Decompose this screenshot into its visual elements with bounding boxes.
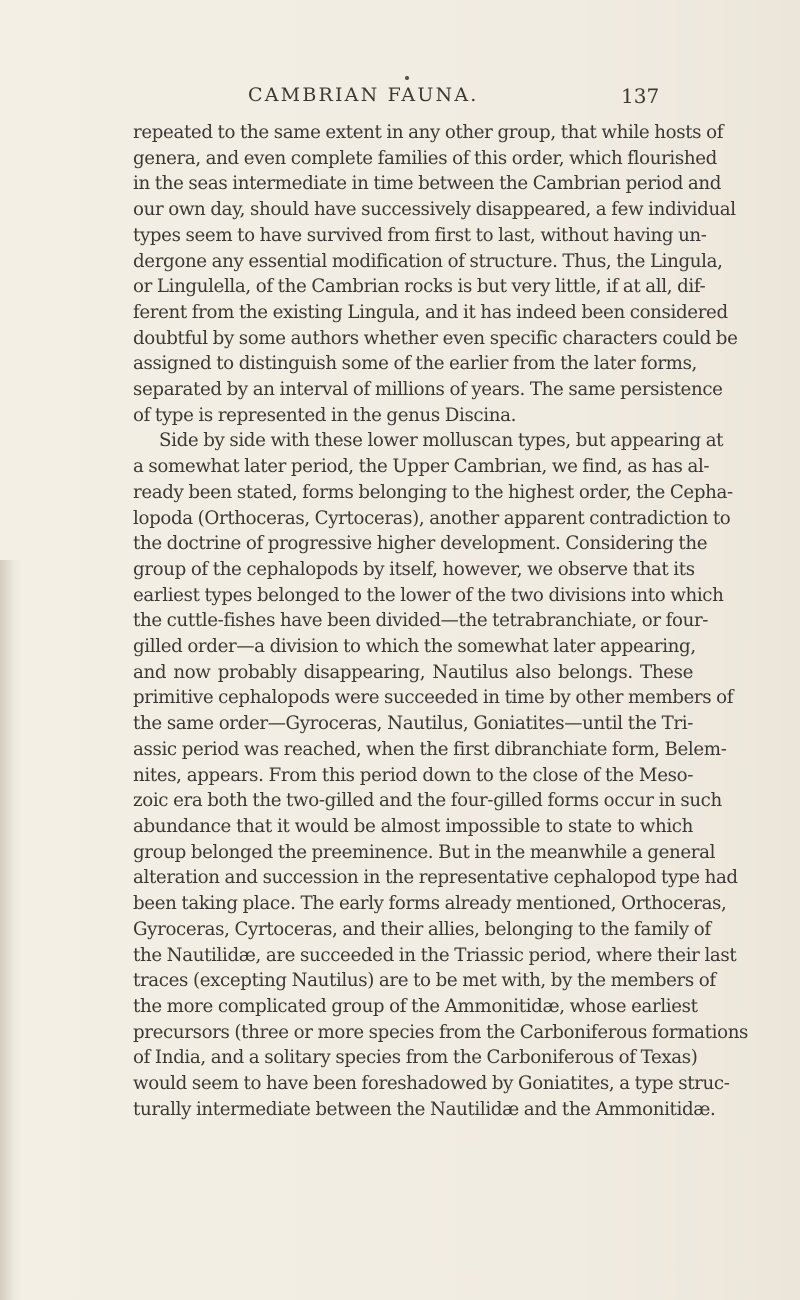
text-line: lopoda (Orthoceras, Cyrtoceras), another apparent contradiction to bbox=[133, 507, 731, 529]
text-line: been taking place. The early forms already mentioned, Orthoceras, bbox=[133, 893, 727, 915]
text-line: genera, and even complete families of this order, which flourished bbox=[133, 147, 717, 169]
text-line: traces (excepting Nautilus) are to be met with, by the members of bbox=[133, 970, 716, 992]
text-line: the Nautilidæ, are succeeded in the Triassic period, where their last bbox=[133, 944, 737, 966]
page-number: 137 bbox=[621, 84, 660, 108]
text-line: types seem to have survived from first to last, without having un- bbox=[133, 224, 707, 246]
text-line: assigned to distinguish some of the earlier from the later forms, bbox=[133, 353, 697, 375]
text-line: zoic era both the two-gilled and the four-gilled forms occur in such bbox=[133, 790, 722, 812]
body-text bbox=[133, 120, 749, 1122]
paragraph-end-line: turally intermediate between the Nautilidæ and the Ammonitidæ. bbox=[133, 1098, 716, 1120]
text-line: group belonged the preeminence. But in the meanwhile a general bbox=[133, 841, 716, 863]
text-line: earliest types belonged to the lower of the two divisions into which bbox=[133, 584, 724, 606]
text-line: assic period was reached, when the first dibranchiate form, Belem- bbox=[133, 738, 727, 760]
text-line: doubtful by some authors whether even specific characters could be bbox=[133, 327, 738, 349]
text-line: the same order—Gyroceras, Nautilus, Goniatites—until the Tri- bbox=[133, 713, 693, 735]
text-line: would seem to have been foreshadowed by Goniatites, a type struc- bbox=[133, 1073, 730, 1095]
text-line: precursors (three or more species from the Carboniferous formations bbox=[133, 1021, 749, 1043]
text-line: group of the cephalopods by itself, however, we observe that its bbox=[133, 558, 695, 580]
text-line: primitive cephalopods were succeeded in time by other members of bbox=[133, 687, 734, 709]
text-line: nites, appears. From this period down to the close of the Meso- bbox=[133, 764, 693, 786]
text-line: of India, and a solitary species from the Carboniferous of Texas) bbox=[133, 1047, 698, 1069]
text-line: in the seas intermediate in time between the Cambrian period and bbox=[133, 173, 722, 195]
ornament-dot bbox=[405, 76, 409, 80]
text-line: alteration and succession in the representative cephalopod type had bbox=[133, 867, 738, 889]
running-head-title: CAMBRIAN FAUNA. bbox=[248, 84, 479, 106]
binding-shadow bbox=[0, 560, 22, 1300]
text-line: the more complicated group of the Ammonitidæ, whose earliest bbox=[133, 995, 698, 1017]
text-line: the doctrine of progressive higher development. Considering the bbox=[133, 533, 708, 555]
running-head bbox=[0, 84, 800, 114]
text-line: gilled order—a division to which the somewhat later appearing, bbox=[133, 636, 696, 658]
text-line: dergone any essential modification of structure. Thus, the Lingula, bbox=[133, 250, 723, 272]
text-line: abundance that it would be almost impossible to state to which bbox=[133, 815, 693, 837]
text-line: a somewhat later period, the Upper Cambrian, we find, as has al- bbox=[133, 456, 710, 478]
text-line: ferent from the existing Lingula, and it has indeed been considered bbox=[133, 301, 728, 323]
paragraph-start-line: Side by side with these lower molluscan types, but appearing at bbox=[159, 430, 724, 452]
text-line: ready been stated, forms belonging to the highest order, the Cepha- bbox=[133, 481, 733, 503]
text-line: or Lingulella, of the Cambrian rocks is but very little, if at all, dif- bbox=[133, 276, 706, 298]
text-line: separated by an interval of millions of years. The same persistence bbox=[133, 379, 723, 401]
text-line: Gyroceras, Cyrtoceras, and their allies, belonging to the family of bbox=[133, 918, 711, 940]
text-line: repeated to the same extent in any other group, that while hosts of bbox=[133, 122, 724, 143]
text-line: the cuttle-fishes have been divided—the tetrabranchiate, or four- bbox=[133, 610, 709, 632]
text-line: our own day, should have successively disappeared, a few individual bbox=[133, 199, 736, 221]
paragraph-end-line: of type is represented in the genus Discina. bbox=[133, 404, 517, 426]
text-line: and now probably disappearing, Nautilus also belongs. These bbox=[133, 661, 693, 683]
